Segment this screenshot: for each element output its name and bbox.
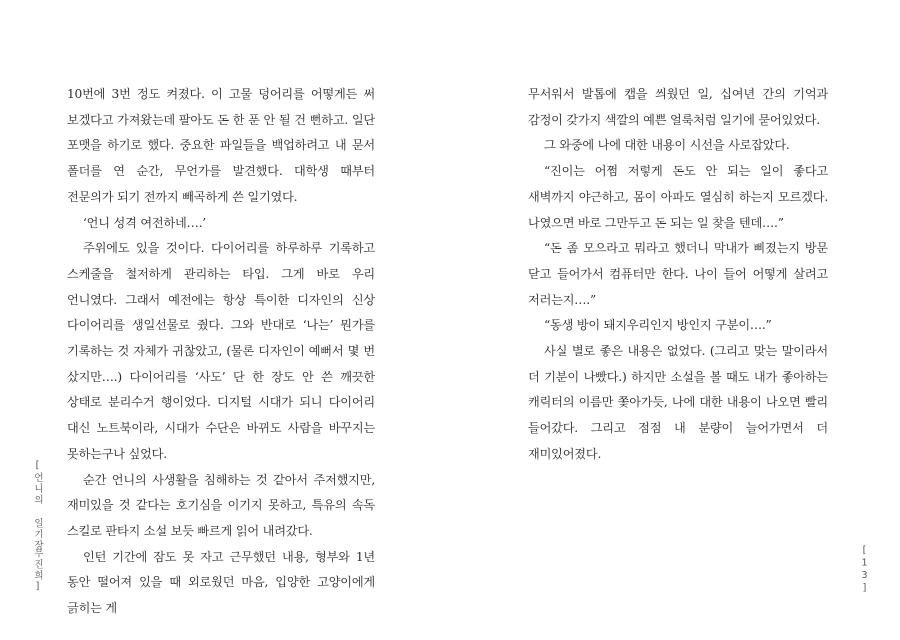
right-paragraph-3: “진이는 어쩜 저렇게 돈도 안 되는 일이 좋다고 새벽까지 야근하고, 몸이 아파도 열심히 하는지 모르겠다. 나였으면 바로 그만두고 돈 되는 일 찾을 텐데….” — [528, 164, 828, 230]
left-paragraph-3: 주위에도 있을 것이다. 다이어리를 하루하루 기록하고 스케줄을 철저하게 관리하는 타입. 그게 바로 우리 언니였다. 그래서 예전에는 항상 특이한 디자인의 신상 다이어리를 생일선물로 줬다. 그와 반대로 ‘나는’ 뭔가를 기록하는 것 자체가 귀찮았고, (물론 디자인이 예뻐서 몇 번 샀지만….) 다이어리를 ‘사도’ 단 한 장도 안 쓴 깨끗한 상태로 분리수거 행이었다. 디지털 시대가 되니 다이어리 대신 노트북이라, 시대가 수단은 바뀌도 사람을 바꾸지는 못하는구나 싶었다. — [67, 241, 375, 461]
right-paragraph-4: “돈 좀 모으라고 뭐라고 했더니 막내가 삐졌는지 방문 닫고 들어가서 컴퓨터만 한다. 나이 들어 어떻게 살려고 저러는지….” — [528, 241, 828, 307]
left-page-body — [67, 82, 375, 622]
book-title-label: [언니의 일기장 — [32, 460, 43, 551]
left-paragraph-5: 인턴 기간에 잠도 못 자고 근무했던 내용, 형부와 1년 동안 떨어져 있을 때 외로웠던 마음, 입양한 고양이에게 긁히는 게 — [67, 549, 375, 616]
left-paragraph-1: 10번에 3번 정도 켜졌다. 이 고물 덩어리를 어떻게든 써 보겠다고 가져왔는데 팔아도 돈 한 푼 안 될 건 뻔하고. 일단 포맷을 하기로 했다. 중요한 파일들을 백업하려고 내 문서 폴더를 연 순간, 무언가를 발견했다. 대학생 때부터 전문의가 되기 전까지 빼곡하게 쓴 일기였다. — [67, 87, 375, 204]
left-paragraph-2: ‘언니 성격 여전하네….’ — [83, 215, 206, 230]
page-number: [13] — [859, 545, 870, 595]
left-paragraph-4: 순간 언니의 사생활을 침해하는 것 같아서 주저했지만, 재미있을 것 같다는 호기심을 이기지 못하고, 특유의 속독 스킬로 판타지 소설 보듯 빠르게 읽어 내려갔다. — [67, 472, 375, 538]
right-paragraph-2: 그 와중에 나에 대한 내용이 시선을 사로잡았다. — [544, 138, 790, 153]
right-paragraph-1: 무서워서 발톱에 캡을 씌웠던 일, 십여년 간의 기억과 감정이 갖가지 색깔의 예쁜 얼룩처럼 일기에 묻어있었다. — [528, 87, 828, 127]
author-label: 무진희] — [32, 548, 43, 594]
right-paragraph-5: “동생 방이 돼지우리인지 방인지 구분이….” — [544, 318, 772, 333]
right-page-body — [528, 82, 828, 468]
right-paragraph-6: 사실 별로 좋은 내용은 없었다. (그리고 맞는 말이라서 더 기분이 나빴다.) 하지만 소설을 볼 때도 내가 좋아하는 캐릭터의 이름만 쫓아가듯, 나에 대한 내용이 나오면 빨리 들어갔다. 그리고 점점 내 분량이 늘어가면서 더 재미있어졌다. — [528, 344, 828, 461]
right-page — [450, 0, 900, 640]
